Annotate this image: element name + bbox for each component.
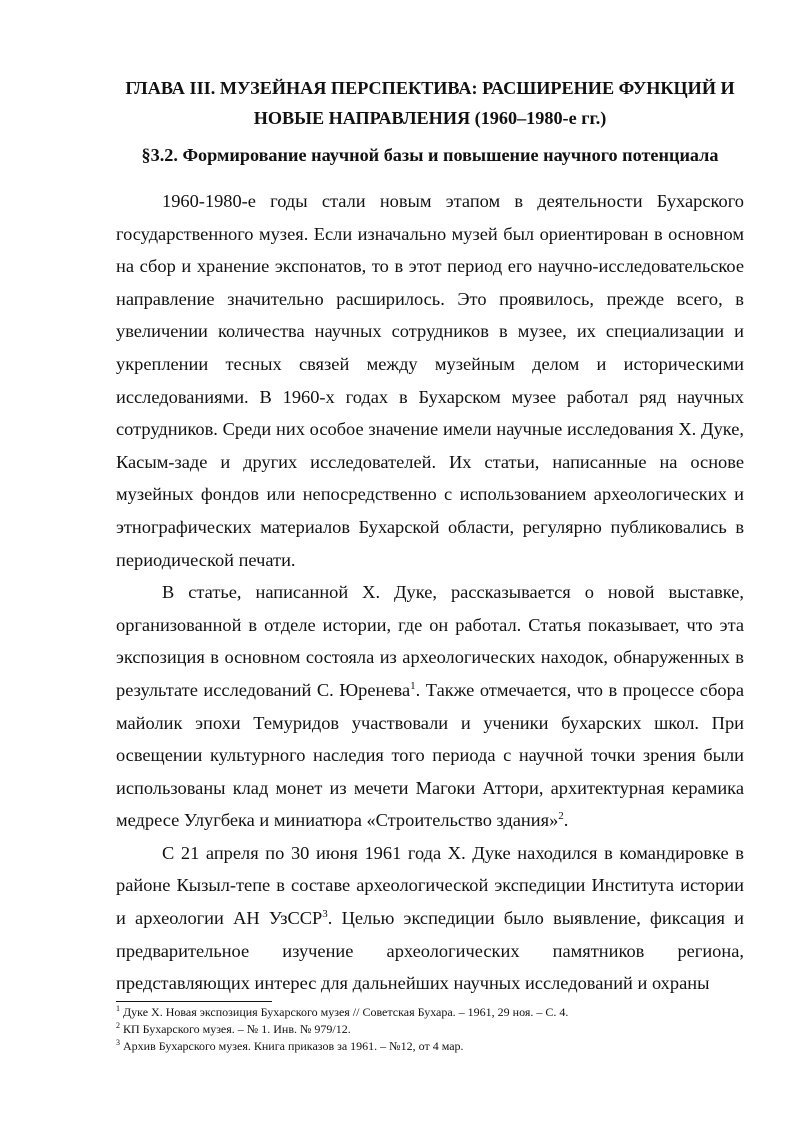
paragraph-1	[116, 185, 744, 576]
footnote-2-number: 2	[116, 1021, 120, 1030]
footnote-1-text: Дуке Х. Новая экспозиция Бухарского музея // Советская Бухара. – 1961, 29 ноя. – С. 4.	[120, 1005, 569, 1019]
footnote-ref-3[interactable]: 3	[322, 907, 328, 920]
paragraph-2	[116, 576, 744, 837]
footnote-ref-1[interactable]: 1	[410, 679, 416, 692]
body-text	[116, 185, 744, 1000]
paragraph-3-text-a: С 21 апреля по 30 июня 1961 года Х. Дуке находился в командировке в районе Кызыл-тепе в составе археологической экспедиции Института истории и археологии АН УзССР	[116, 842, 744, 929]
paragraph-2-text-a: В статье, написанной Х. Дуке, рассказывается о новой выставке, организованной в отделе истории, где он работал. Статья показывает, что эта экспозиция в основном состояла из археологических находок, обнаруженных в результате исследований С. Юренева	[116, 582, 744, 700]
paragraph-2-text-b: . Также отмечается, что в процессе сбора майолик эпохи Темуридов участвовали и ученики бухарских школ. При освещении культурного наследия того периода с научной точки зрения были использованы клад монет из мечети Магоки Аттори, архитектурная керамика медресе Улугбека и миниатюра «Строительство здания»	[116, 679, 744, 831]
section-title: §3.2. Формирование научной базы и повышение научного потенциала	[141, 145, 719, 165]
footnote-2-text: КП Бухарского музея. – № 1. Инв. № 979/12.	[120, 1022, 351, 1036]
footnote-3	[116, 1038, 744, 1055]
chapter-title: ГЛАВА III. МУЗЕЙНАЯ ПЕРСПЕКТИВА: РАСШИРЕНИЕ ФУНКЦИЙ И НОВЫЕ НАПРАВЛЕНИЯ (1960–1980-е гг.)	[125, 78, 735, 128]
footnotes	[116, 1004, 744, 1055]
paragraph-2-text-c: .	[563, 810, 569, 831]
footnote-2	[116, 1021, 744, 1038]
footnote-3-number: 3	[116, 1038, 120, 1047]
paragraph-1-text: 1960-1980-е годы стали новым этапом в деятельности Бухарского государственного музея. Если изначально музей был ориентирован в основном на сбор и хранение экспонатов, то в этот период его научно-исследовательское направление значительно расширилось. Это проявилось, прежде всего, в увеличении количества научных сотрудников в музее, их специализации и укреплении тесных связей между музейным делом и историческими исследованиями. В 1960-х годах в Бухарском музее работал ряд научных сотрудников. Среди них особое значение имели научные исследования Х. Дуке, Касым-заде и других исследователей. Их статьи, написанные на основе музейных фондов или непосредственно с использованием археологических и этнографических материалов Бухарской области, регулярно публиковались в периодической печати.	[116, 191, 744, 570]
paragraph-3	[116, 837, 744, 1000]
footnote-3-text: Архив Бухарского музея. Книга приказов за 1961. – №12, от 4 мар.	[120, 1039, 464, 1053]
footnote-ref-2[interactable]: 2	[558, 810, 564, 823]
footnote-separator	[116, 1001, 272, 1002]
footnote-1-number: 1	[116, 1004, 120, 1013]
paragraph-3-text-b: . Целью экспедиции было выявление, фиксация и предварительное изучение археологических памятников региона, представляющих интерес для дальнейших научных исследований и охраны	[116, 908, 744, 994]
footnote-1	[116, 1004, 744, 1021]
